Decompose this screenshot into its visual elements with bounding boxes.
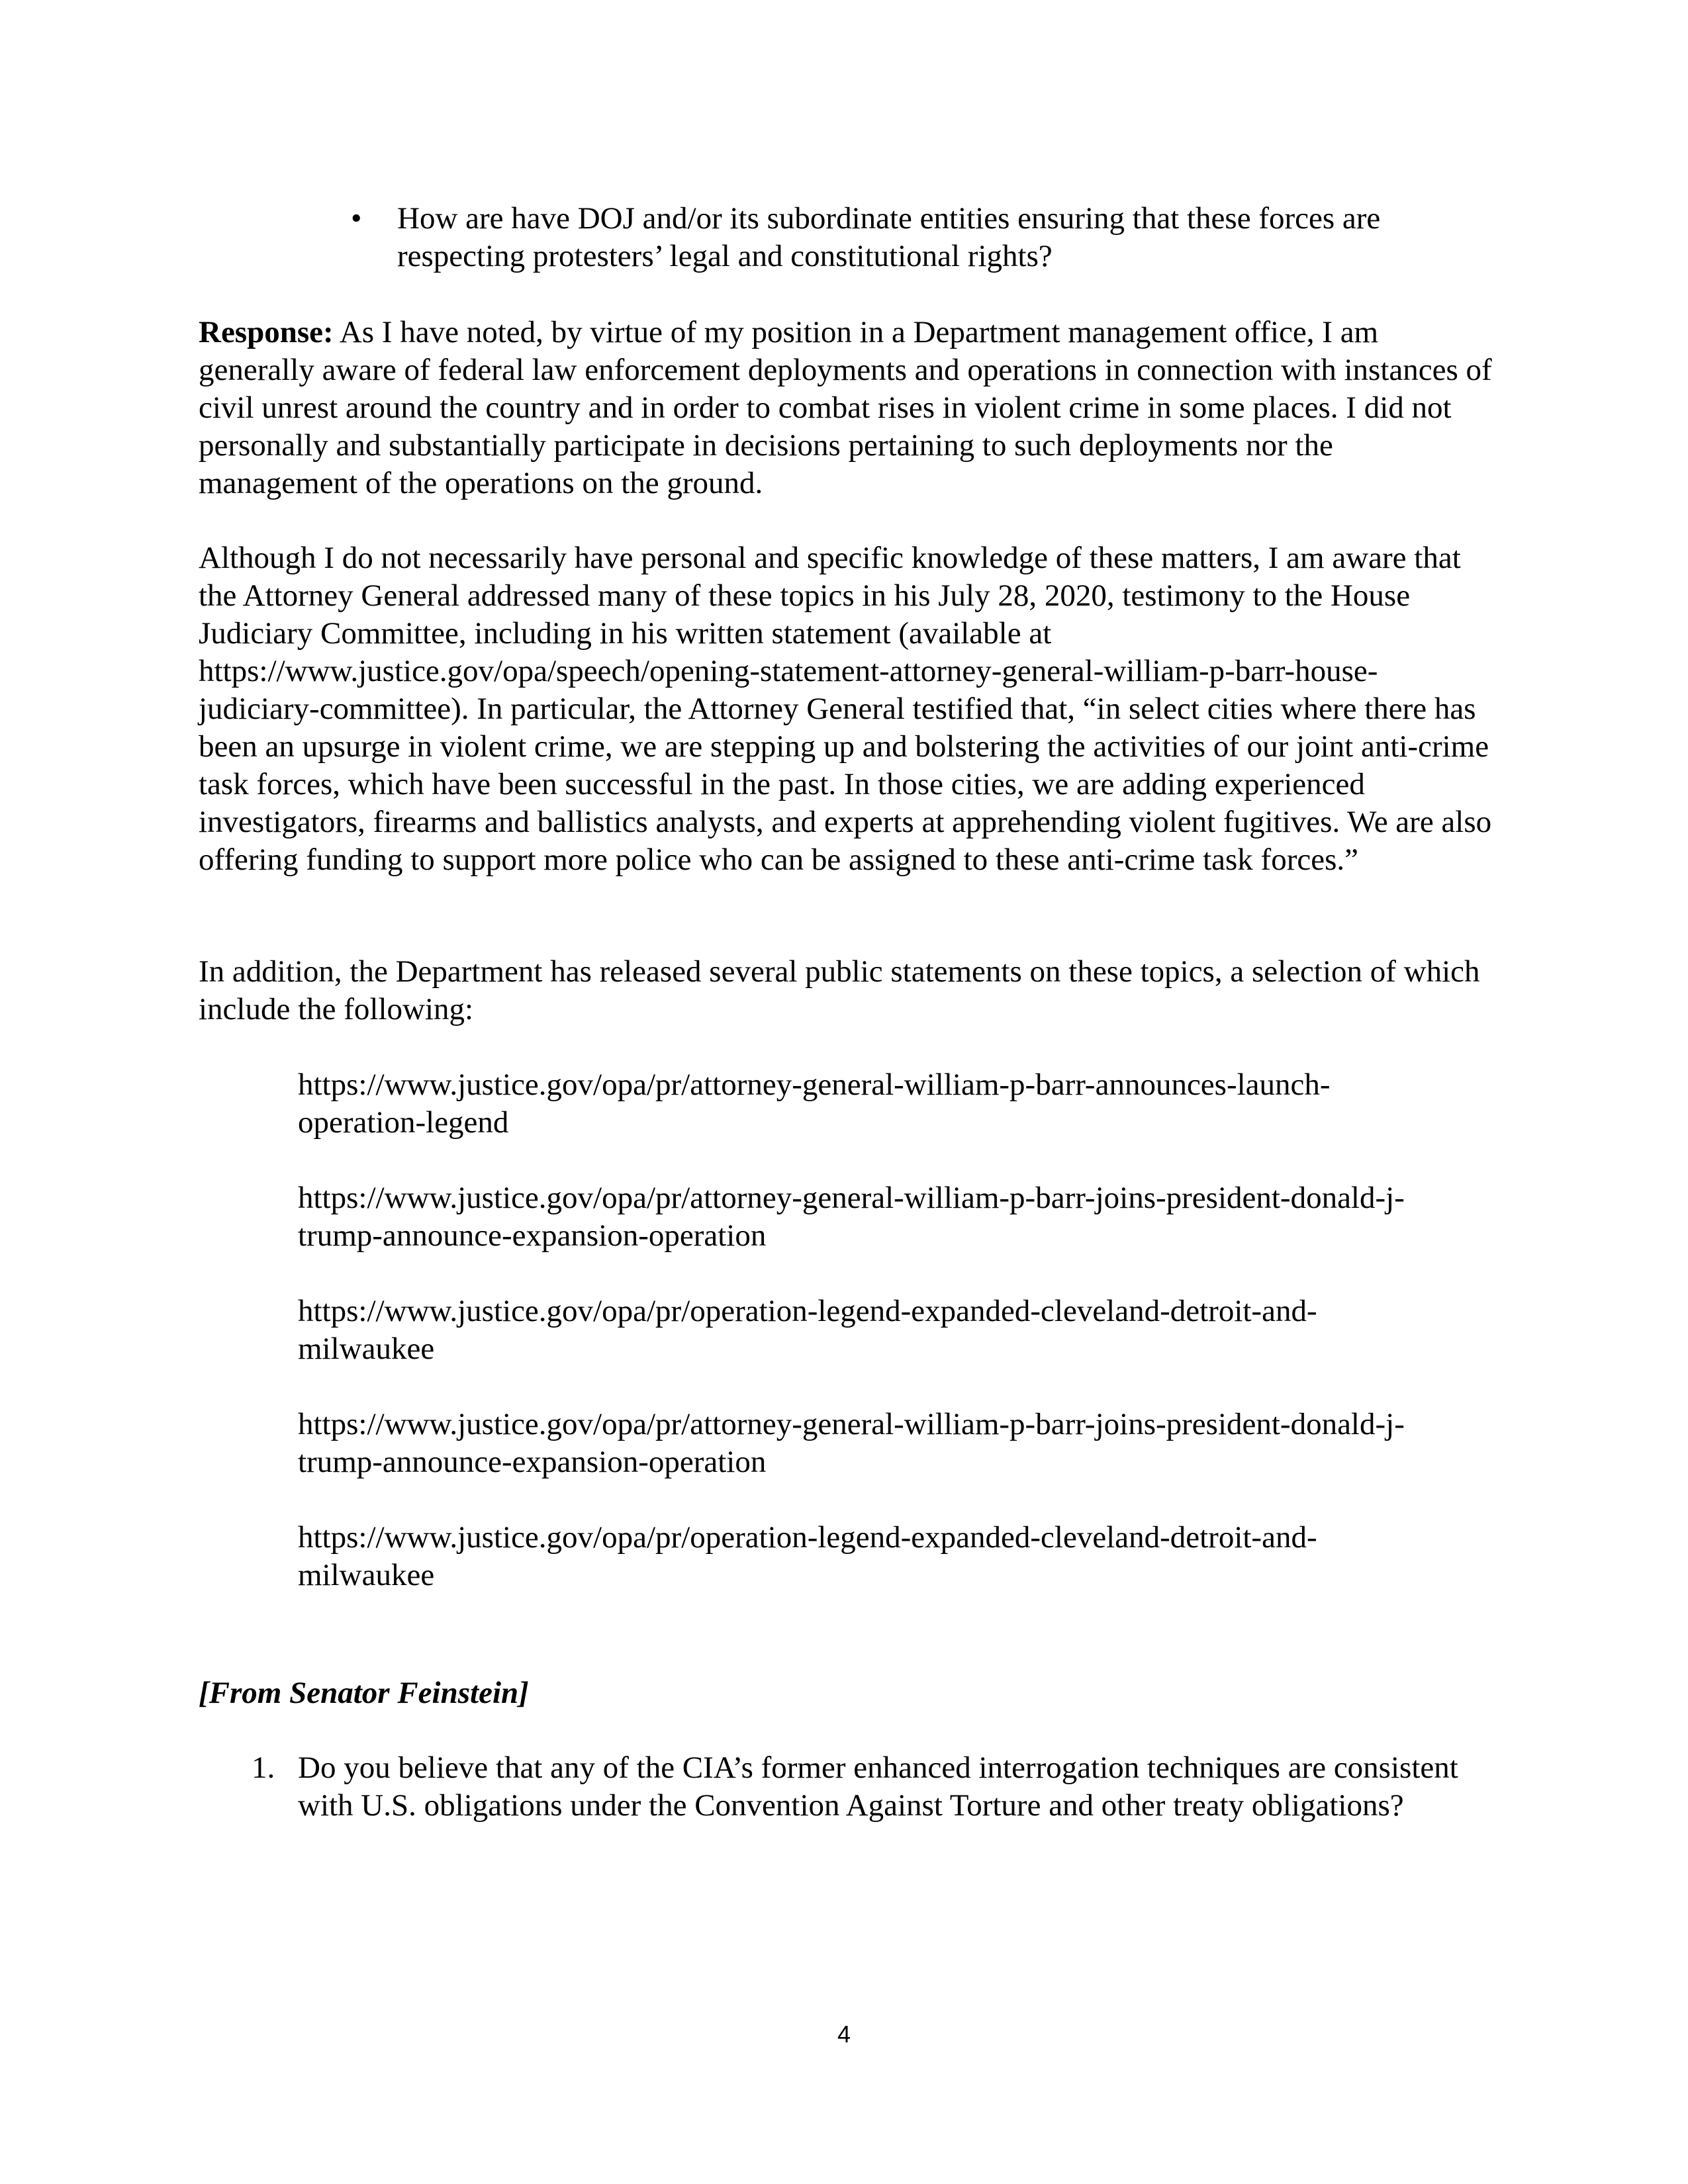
response-label: Response: (199, 315, 334, 349)
section-heading: [From Senator Feinstein] (199, 1676, 529, 1710)
question-number: 1. (252, 1751, 275, 1785)
url-item[interactable] (298, 1179, 1489, 1255)
url-line: milwaukee (298, 1558, 435, 1592)
bullet-icon: • (351, 201, 362, 236)
url-line: https://www.justice.gov/opa/pr/operation-legend-expanded-cleveland-detroit-and- (298, 1520, 1317, 1555)
bullet-question-text: How are have DOJ and/or its subordinate entities ensuring that these forces are respecting protesters’ legal and constitutional rights? (397, 201, 1381, 273)
response-text: As I have noted, by virtue of my position in a Department management office, I am generally aware of federal law enforcement deployments and operations in connection with instances of civil unrest around the country and in order to combat rises in violent crime in some places. I did not personally and substantially participate in decisions pertaining to such deployments nor the management of the operations on the ground. (199, 315, 1492, 500)
testimony-paragraph (199, 539, 1496, 879)
url-line: milwaukee (298, 1332, 435, 1366)
statements-intro-text: In addition, the Department has released several public statements on these topics, a selection of which include the following: (199, 954, 1480, 1026)
statements-intro-paragraph (199, 953, 1496, 1028)
url-item[interactable] (298, 1293, 1489, 1368)
numbered-question-text: Do you believe that any of the CIA’s former enhanced interrogation techniques are consistent with U.S. obligations under the Convention Against Torture and other treaty obligations? (298, 1751, 1458, 1823)
url-item[interactable] (298, 1406, 1489, 1481)
response-paragraph (199, 314, 1496, 502)
url-line: https://www.justice.gov/opa/pr/attorney-general-william-p-barr-joins-president-donald-j- (298, 1407, 1405, 1441)
url-line: https://www.justice.gov/opa/pr/attorney-general-william-p-barr-joins-president-donald-j- (298, 1181, 1405, 1215)
url-line: trump-announce-expansion-operation (298, 1445, 767, 1479)
testimony-text: Although I do not necessarily have personal and specific knowledge of these matters, I am aware that the Attorney General addressed many of these topics in his July 28, 2020, testimony to the House Judiciary Committee, including in his written statement (available at https://www.justice.gov/opa/speech/opening-statement-attorney-general-william-p-barr-house-judiciary-committee). In particular, the Attorney General testified that, “in select cities where there has been an upsurge in violent crime, we are stepping up and bolstering the activities of our joint anti-crime task forces, which have been successful in the past. In those cities, we are adding experienced investigators, firearms and ballistics analysts, and experts at apprehending violent fugitives. We are also offering funding to support more police who can be assigned to these anti-crime task forces.” (199, 541, 1492, 877)
url-line: https://www.justice.gov/opa/pr/operation-legend-expanded-cleveland-detroit-and- (298, 1294, 1317, 1328)
url-line: operation-legend (298, 1105, 509, 1140)
url-list (298, 1066, 1489, 1632)
url-item[interactable] (298, 1066, 1489, 1142)
url-item[interactable] (298, 1519, 1489, 1594)
url-line: https://www.justice.gov/opa/pr/attorney-general-william-p-barr-announces-launch- (298, 1068, 1331, 1102)
page-number: 4 (837, 2021, 851, 2048)
url-line: trump-announce-expansion-operation (298, 1218, 767, 1253)
